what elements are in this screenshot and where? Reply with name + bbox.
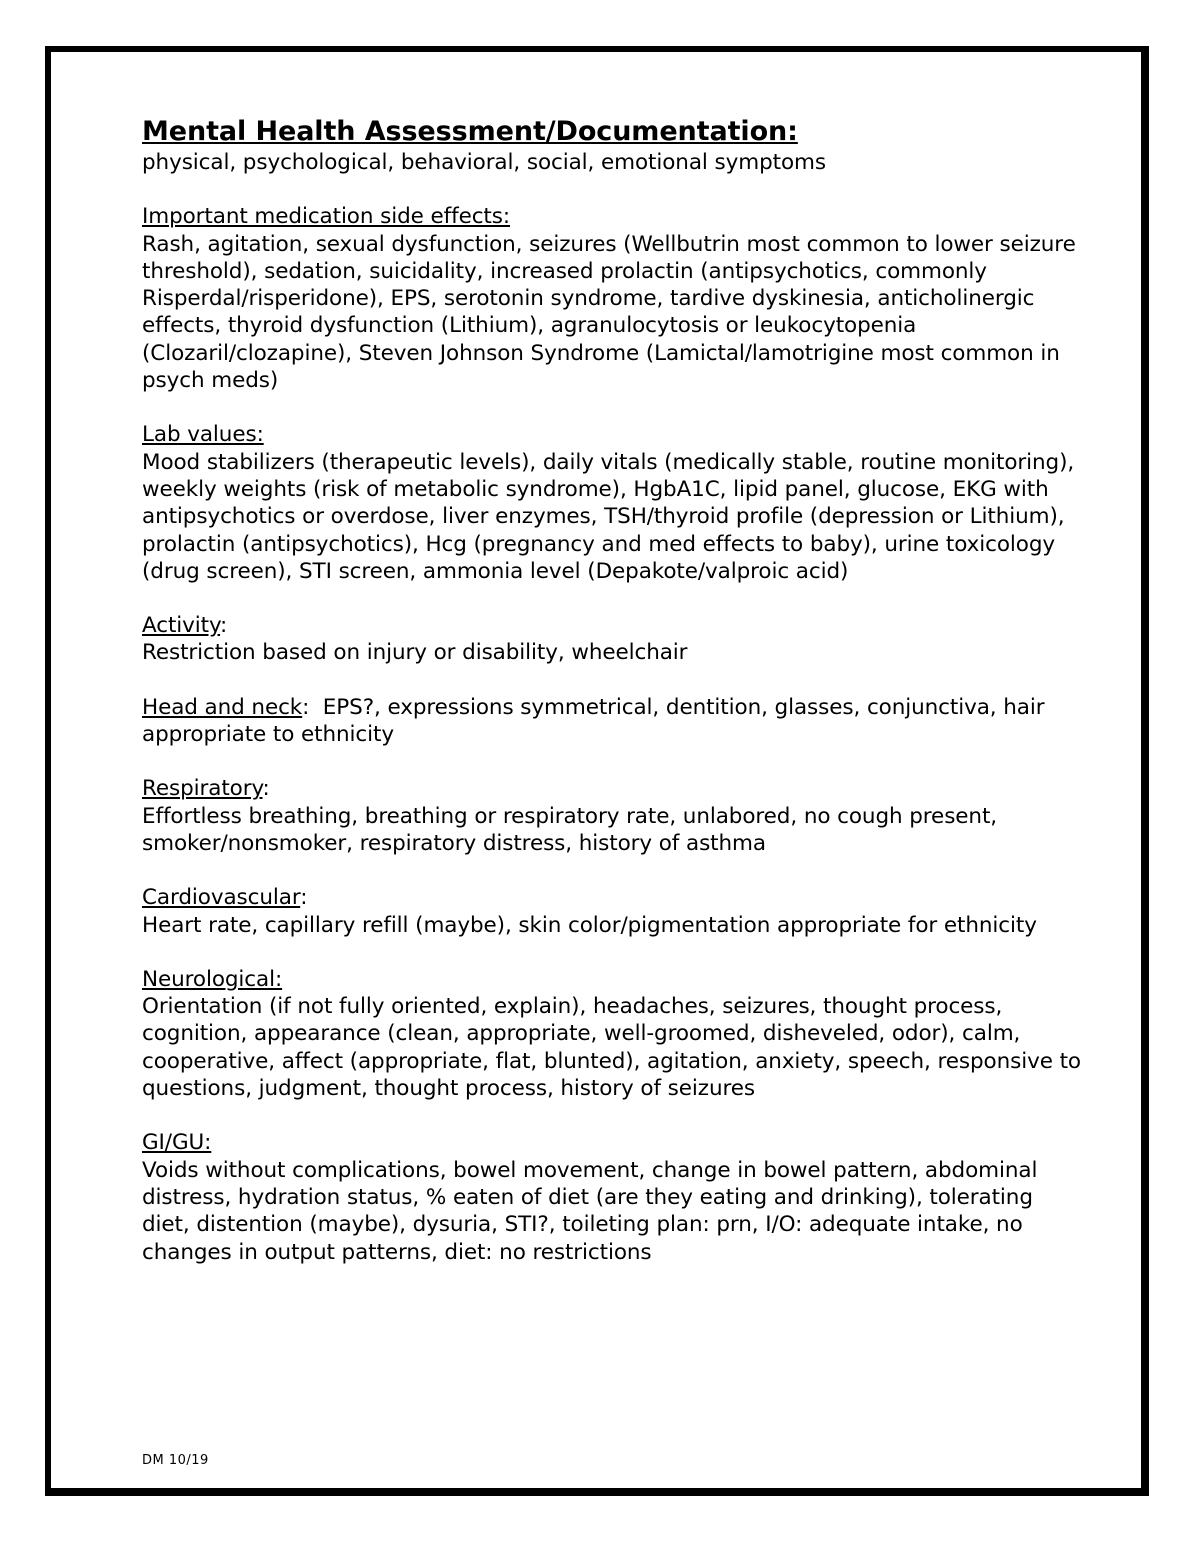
section-colon-cardiovascular: : <box>300 885 308 911</box>
section-colon-activity: : <box>220 613 228 639</box>
document-footer: DM 10/19 <box>142 1453 209 1468</box>
section-lab-values <box>142 421 1082 585</box>
section-body-respiratory: Effortless breathing, breathing or respiratory rate, unlabored, no cough present, smoker/nonsmoker, respiratory distress, history of asthma <box>142 803 998 856</box>
section-respiratory <box>142 775 1082 857</box>
section-body-activity: Restriction based on injury or disability, wheelchair <box>142 640 688 666</box>
section-heading-lab-values: Lab values: <box>142 422 264 448</box>
section-heading-cardiovascular: Cardiovascular <box>142 885 301 911</box>
section-cardiovascular <box>142 884 1082 939</box>
section-gi-gu <box>142 1129 1082 1265</box>
document-title: Mental Health Assessment/Documentation: <box>142 116 798 147</box>
section-heading-gi-gu: GI/GU: <box>142 1130 212 1156</box>
section-side-effects <box>142 203 1082 394</box>
section-heading-respiratory: Respiratory <box>142 776 263 802</box>
section-heading-side-effects: Important medication side effects: <box>142 204 511 230</box>
section-body-lab-values: Mood stabilizers (therapeutic levels), daily vitals (medically stable, routine monitoring), weekly weights (risk of metabolic syndrome), HgbA1C, lipid panel, glucose, EKG with antipsychotics or overdose, liver enzymes, TSH/thyroid profile (depression or Lithium), prolactin (antipsychotics), Hcg (pregnancy and med effects to baby), urine toxicology (drug screen), STI screen, ammonia level (Depakote/valproic acid) <box>142 449 1075 584</box>
document-content <box>142 115 1082 1293</box>
section-neurological <box>142 966 1082 1102</box>
section-body-side-effects: Rash, agitation, sexual dysfunction, seizures (Wellbutrin most common to lower seizure threshold), sedation, suicidality, increased prolactin (antipsychotics, commonly Risperdal/risperidone), EPS, serotonin syndrome, tardive dyskinesia, anticholinergic effects, thyroid dysfunction (Lithium), agranulocytosis or leukocytopenia (Clozaril/clozapine), Steven Johnson Syndrome (Lamictal/lamotrigine most common in psych meds) <box>142 231 1076 394</box>
section-body-gi-gu: Voids without complications, bowel movement, change in bowel pattern, abdominal distress, hydration status, % eaten of diet (are they eating and drinking), tolerating diet, distention (maybe), dysuria, STI?, toileting plan: prn, I/O: adequate intake, no changes in output patterns, diet: no restrictions <box>142 1157 1038 1265</box>
document-subtitle: physical, psychological, behavioral, social, emotional symptoms <box>142 150 826 175</box>
section-heading-neurological: Neurological: <box>142 966 283 992</box>
section-heading-head-neck: Head and neck <box>142 694 303 720</box>
section-activity <box>142 612 1082 667</box>
section-body-neurological: Orientation (if not fully oriented, explain), headaches, seizures, thought process, cognition, appearance (clean, appropriate, well-groomed, disheveled, odor), calm, cooperative, affect (appropriate, flat, blunted), agitation, anxiety, speech, responsive to questions, judgment, thought process, history of seizures <box>142 994 1081 1102</box>
section-body-cardiovascular: Heart rate, capillary refill (maybe), skin color/pigmentation appropriate for ethnicity <box>142 912 1037 938</box>
section-head-neck <box>142 694 1082 749</box>
section-colon-head-neck: : <box>302 694 310 720</box>
section-heading-activity: Activity <box>142 613 221 639</box>
section-colon-respiratory: : <box>262 776 270 802</box>
section-body-head-neck: EPS?, expressions symmetrical, dentition, glasses, conjunctiva, hair appropriate to ethnicity <box>142 694 1052 748</box>
